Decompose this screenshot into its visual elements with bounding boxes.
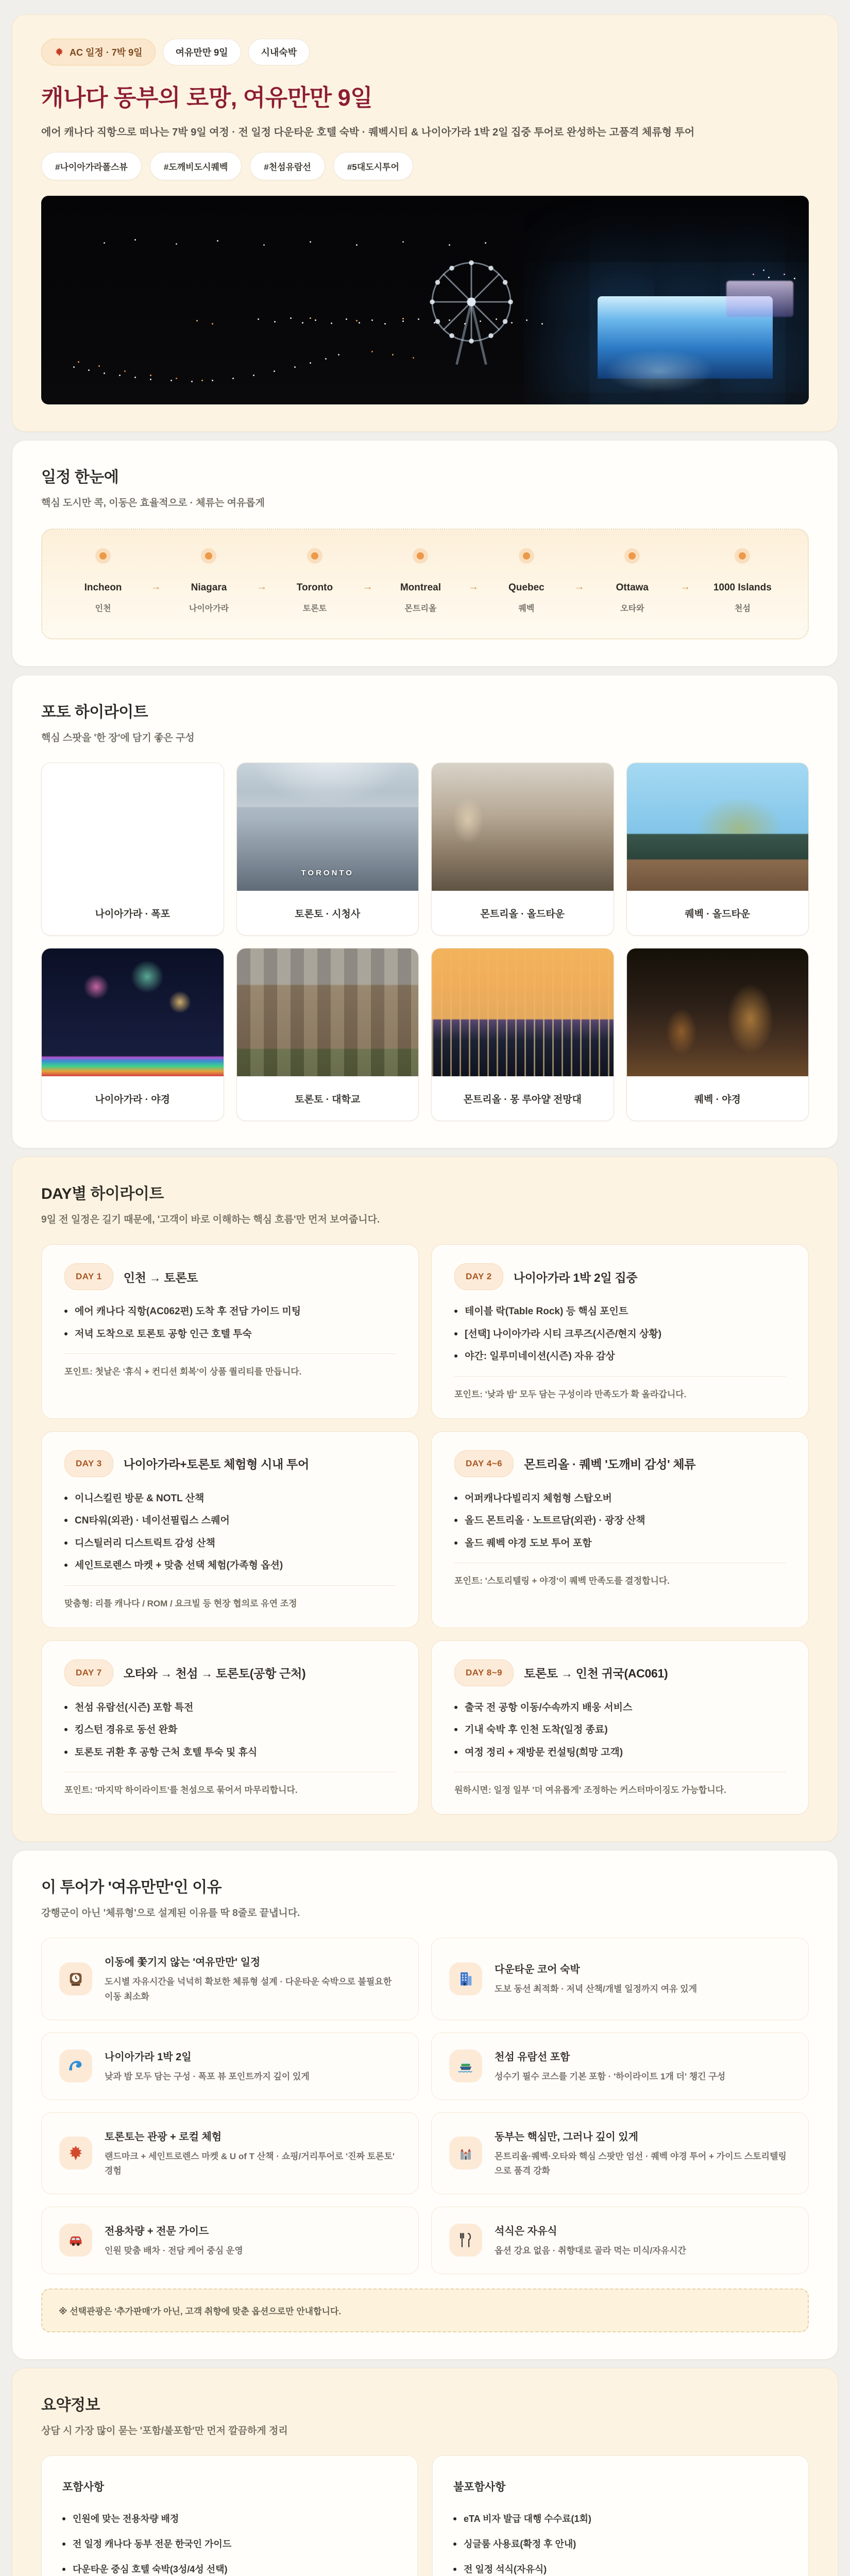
day-badge: DAY 4~6: [454, 1450, 514, 1477]
day-bullet-list: [454, 1304, 786, 1364]
day-card-4-6: [431, 1431, 809, 1628]
excluded-item: 싱글룸 사용료(확정 후 안내): [453, 2538, 788, 2551]
badge-ac-schedule: [41, 39, 156, 65]
montreal-old-town-image: [432, 763, 614, 891]
day-bullet: 이니스킬린 방문 & NOTL 산책: [64, 1492, 396, 1506]
reason-card-east-core: 동부는 핵심만, 그러나 깊이 있게 몬트리올·퀘벡·오타와 핵심 스팟만 엄선 · 퀘벡 야경 투어 + 가이드 스토리텔링으로 품격 강화: [431, 2112, 809, 2194]
falls-mist-shape: [587, 343, 732, 399]
route-map: [41, 529, 809, 639]
day-title: 토론토 → 인천 귀국(AC061): [524, 1667, 668, 1681]
castle-icon: [449, 2137, 482, 2170]
summary-heading: 요약정보: [41, 2396, 100, 2414]
included-item: 전 일정 캐나다 동부 전문 한국인 가이드: [62, 2538, 397, 2551]
arrow-right-icon: →: [362, 581, 373, 592]
day-bullet: 어퍼캐나다빌리지 체험형 스탑오버: [454, 1492, 786, 1506]
day-card-8-9: [431, 1640, 809, 1815]
day-card-7: [41, 1640, 419, 1815]
photo-card-quebec-old-town[interactable]: 퀘벡 · 올드타운: [626, 762, 809, 936]
route-stop-incheon: Incheon 인천: [78, 552, 128, 614]
day-bullet-list: [454, 1492, 786, 1551]
day-bullet: 디스틸러리 디스트릭트 감성 산책: [64, 1536, 396, 1551]
day-badge: DAY 1: [64, 1263, 113, 1290]
day-subtitle: 9일 전 일정은 길기 때문에, '고객이 바로 이해하는 핵심 흐름'만 먼저 보여줍니다.: [41, 1214, 380, 1225]
hashtag-5-city-tour[interactable]: #5대도시투어: [333, 152, 413, 180]
route-heading: 일정 한눈에: [41, 469, 119, 486]
photo-card-toronto-university[interactable]: 토론토 · 대학교: [236, 948, 419, 1121]
cutlery-icon: [449, 2224, 482, 2257]
toronto-city-hall-image: [237, 763, 419, 891]
photo-section: [12, 675, 838, 1148]
badge-ac-schedule-label: AC 일정 · 7박 9일: [70, 47, 143, 58]
excluded-list: [453, 2513, 788, 2576]
excluded-card: [432, 2455, 809, 2576]
photo-card-quebec-night[interactable]: 퀘벡 · 야경: [626, 948, 809, 1121]
reason-card-islands-cruise: 천섬 유람선 포함 성수기 필수 코스를 기본 포함 · '하이라이트 1개 더' 챙긴 구성: [431, 2032, 809, 2100]
reason-grid: [41, 1938, 809, 2274]
american-falls-lights-shape: [726, 281, 793, 317]
wave-icon: [59, 2049, 92, 2082]
day-note: 포인트: '낮과 밤' 모두 담는 구성이라 만족도가 확 올라갑니다.: [454, 1376, 786, 1400]
day-bullet: 킹스턴 경유로 동선 완화: [64, 1723, 396, 1737]
day-title: 몬트리올 · 퀘벡 '도깨비 감성' 체류: [524, 1458, 696, 1471]
summary-section: [12, 2368, 838, 2576]
day-note: 맞춤형: 리틀 캐나다 / ROM / 요크빌 등 현장 협의로 유연 조정: [64, 1585, 396, 1609]
day-bullet-list: [64, 1492, 396, 1573]
summary-grid: [41, 2455, 809, 2576]
day-bullet: 테이블 락(Table Rock) 등 핵심 포인트: [454, 1304, 786, 1319]
day-bullet: 올드 몬트리올 · 노트르담(외관) · 광장 산책: [454, 1514, 786, 1528]
hero-section: [12, 14, 838, 432]
route-section: [12, 440, 838, 667]
route-stop-dot: [99, 552, 107, 560]
day-badge: DAY 3: [64, 1450, 113, 1477]
hashtag-thousand-islands-cruise[interactable]: #천섬유람선: [250, 152, 325, 180]
reason-card-private-vehicle: 전용차량 + 전문 가이드 인원 맞춤 배차 · 전담 케어 중심 운영: [41, 2207, 419, 2274]
day-card-1: [41, 1244, 419, 1419]
included-card: [41, 2455, 418, 2576]
day-bullet: [선택] 나이아가라 시티 크루즈(시즌/현지 상황): [454, 1327, 786, 1342]
day-bullet: 에어 캐나다 직항(AC062편) 도착 후 전담 가이드 미팅: [64, 1304, 396, 1319]
hashtag-goblin-city-quebec[interactable]: #도깨비도시퀘벡: [150, 152, 242, 180]
excluded-item: 전 일정 석식(자유식): [453, 2563, 788, 2576]
reason-card-toronto-local: 토론토는 관광 + 로컬 체험 랜드마크 + 세인트로렌스 마켓 & U of T 산책 · 쇼핑/거리투어로 '진짜 토론토' 경험: [41, 2112, 419, 2194]
hashtag-niagara-falls-view[interactable]: #나이아가라폴스뷰: [41, 152, 142, 180]
included-title: 포함사항: [62, 2481, 105, 2493]
photo-card-niagara-night[interactable]: 나이아가라 · 야경: [41, 948, 224, 1121]
day-bullet: 저녁 도착으로 토론토 공항 인근 호텔 투숙: [64, 1327, 396, 1342]
maple-leaf-icon: [59, 2137, 92, 2170]
clock-icon: [59, 1962, 92, 1995]
reason-card-downtown-stay: 다운타운 코어 숙박 도보 동선 최적화 · 저녁 산책/개별 일정까지 여유 있게: [431, 1938, 809, 2020]
page-subtitle: 에어 캐나다 직항으로 떠나는 7박 9일 여정 · 전 일정 다운타운 호텔 숙박 · 퀘벡시티 & 나이아가라 1박 2일 집중 투어로 완성하는 고품격 체류형 투어: [41, 127, 695, 138]
warm-lights-dots: [41, 196, 43, 197]
arrow-right-icon: →: [150, 581, 161, 592]
ferris-wheel-icon: [422, 252, 520, 371]
route-stop-dot: [311, 552, 318, 560]
day-note: 포인트: 첫날은 '휴식 + 컨디션 회복'이 상품 퀄리티를 만듭니다.: [64, 1353, 396, 1377]
day-highlights-section: [12, 1157, 838, 1842]
reasons-section: [12, 1850, 838, 2359]
route-stop-dot: [417, 552, 424, 560]
photo-grid: [41, 762, 809, 1121]
day-bullet-list: [64, 1304, 396, 1341]
day-title: 나이아가라+토론토 체험형 시내 투어: [123, 1458, 309, 1471]
reason-card-relaxed-schedule: 이동에 쫓기지 않는 '여유만만' 일정 도시별 자유시간을 넉넉히 확보한 체류형 설계 · 다운타운 숙박으로 불필요한 이동 최소화: [41, 1938, 419, 2020]
route-stop-toronto: Toronto 토론토: [290, 552, 339, 614]
route-stop-quebec: Quebec 퀘벡: [502, 552, 551, 614]
photo-heading: 포토 하이라이트: [41, 704, 148, 721]
photo-card-toronto-city-hall[interactable]: TORONTO 토론토 · 시청사: [236, 762, 419, 936]
reasons-subtitle: 강행군이 아닌 '체류형'으로 설계된 이유를 딱 8줄로 끝냅니다.: [41, 1908, 300, 1919]
route-stop-montreal: Montreal 몬트리올: [396, 552, 445, 614]
route-stop-dot: [523, 552, 530, 560]
day-card-2: [431, 1244, 809, 1419]
day-badge: DAY 7: [64, 1659, 113, 1686]
reason-card-free-dinner: 석식은 자유식 옵션 강요 없음 · 취향대로 골라 먹는 미식/자유시간: [431, 2207, 809, 2274]
badge-relaxed-9days: 여유만만 9일: [163, 39, 241, 65]
optional-tour-note: ※ 선택관광은 '추가판매'가 아닌, 고객 취향에 맞춘 옵션으로만 안내합니다.: [41, 2289, 809, 2332]
quebec-night-image: [627, 948, 809, 1076]
photo-card-mont-royal-lookout[interactable]: 몬트리올 · 몽 루아얄 전망대: [431, 948, 614, 1121]
day-note: 포인트: '마지막 하이라이트'를 천섬으로 묶어서 마무리합니다.: [64, 1772, 396, 1795]
day-badge: DAY 8~9: [454, 1659, 514, 1686]
day-title: 인천 → 토론토: [123, 1270, 198, 1284]
day-title: 나이아가라 1박 2일 집중: [513, 1270, 638, 1284]
excluded-title: 불포함사항: [453, 2481, 506, 2493]
route-stop-ottawa: Ottawa 오타와: [607, 552, 657, 614]
maple-leaf-icon: [54, 47, 64, 57]
day-note: 원하시면: 일정 일부 '더 여유롭게' 조정하는 커스터마이징도 가능합니다.: [454, 1772, 786, 1795]
arrow-right-icon: →: [574, 581, 585, 592]
route-stop-dot: [205, 552, 212, 560]
route-stop-niagara: Niagara 나이아가라: [184, 552, 233, 614]
included-item: 다운타운 중심 호텔 숙박(3성/4성 선택): [62, 2563, 397, 2576]
included-list: [62, 2513, 397, 2576]
niagara-night-image: [42, 948, 224, 1076]
day-badge: DAY 2: [454, 1263, 503, 1290]
day-bullet: 야간: 일루미네이션(시즌) 자유 감상: [454, 1349, 786, 1364]
car-icon: [59, 2224, 92, 2257]
day-bullet-list: [64, 1701, 396, 1760]
day-bullet: 세인트로렌스 마켓 + 맞춤 선택 체험(가족형 옵션): [64, 1558, 396, 1573]
excluded-item: eTA 비자 발급 대행 수수료(1회): [453, 2513, 788, 2526]
badge-city-stay: 시내숙박: [248, 39, 310, 65]
route-stop-dot: [739, 552, 746, 560]
day-bullet-list: [454, 1701, 786, 1760]
badge-row: [41, 39, 809, 65]
day-bullet: 출국 전 공항 이동/수속까지 배웅 서비스: [454, 1701, 786, 1715]
toronto-university-image: [237, 948, 419, 1076]
mont-royal-lookout-image: [432, 948, 614, 1076]
hashtag-row: [41, 152, 809, 180]
photo-card-niagara-falls[interactable]: 나이아가라 · 폭포: [41, 762, 224, 936]
arrow-right-icon: →: [468, 581, 479, 592]
page-title: 캐나다 동부의 로망, 여유만만 9일: [41, 84, 373, 111]
quebec-old-town-image: [627, 763, 809, 891]
day-heading: DAY별 하이라이트: [41, 1185, 164, 1202]
building-icon: [449, 1962, 482, 1995]
reasons-heading: 이 투어가 '여유만만'인 이유: [41, 1879, 222, 1896]
day-grid: [41, 1244, 809, 1815]
route-stop-dot: [628, 552, 636, 560]
hero-image-niagara-night: [41, 196, 809, 404]
day-note: 포인트: '스토리텔링 + 야경'이 퀘벡 만족도를 결정합니다.: [454, 1563, 786, 1586]
arrow-right-icon: →: [257, 581, 267, 592]
toronto-sign-text: TORONTO: [301, 869, 354, 877]
day-bullet: 토론토 귀환 후 공항 근처 호텔 투숙 및 휴식: [64, 1745, 396, 1760]
niagara-falls-image: [42, 763, 224, 891]
day-bullet: 기내 숙박 후 인천 도착(일정 종료): [454, 1723, 786, 1737]
arrow-right-icon: →: [680, 581, 691, 592]
photo-card-montreal-old-town[interactable]: 몬트리올 · 올드타운: [431, 762, 614, 936]
ferry-icon: [449, 2049, 482, 2082]
summary-subtitle: 상담 시 가장 많이 묻는 '포함/불포함'만 먼저 깔끔하게 정리: [41, 2425, 288, 2436]
day-bullet: 올드 퀘벡 야경 도보 투어 포함: [454, 1536, 786, 1551]
route-subtitle: 핵심 도시만 콕, 이동은 효율적으로 · 체류는 여유롭게: [41, 498, 265, 509]
day-bullet: CN타워(외관) · 네이선필립스 스퀘어: [64, 1514, 396, 1528]
photo-subtitle: 핵심 스팟을 '한 장'에 담기 좋은 구성: [41, 733, 195, 743]
route-stop-1000-islands: 1000 Islands 천섬: [713, 552, 772, 614]
included-item: 인원에 맞는 전용차량 배정: [62, 2513, 397, 2526]
day-bullet: 여정 정리 + 재방문 컨설팅(희망 고객): [454, 1745, 786, 1760]
day-bullet: 천섬 유람선(시즌) 포함 특전: [64, 1701, 396, 1715]
day-title: 오타와 → 천섬 → 토론토(공항 근처): [123, 1667, 306, 1681]
reason-card-niagara-2days: 나이아가라 1박 2일 낮과 밤 모두 담는 구성 · 폭포 뷰 포인트까지 깊이 있게: [41, 2032, 419, 2100]
day-card-3: [41, 1431, 419, 1628]
